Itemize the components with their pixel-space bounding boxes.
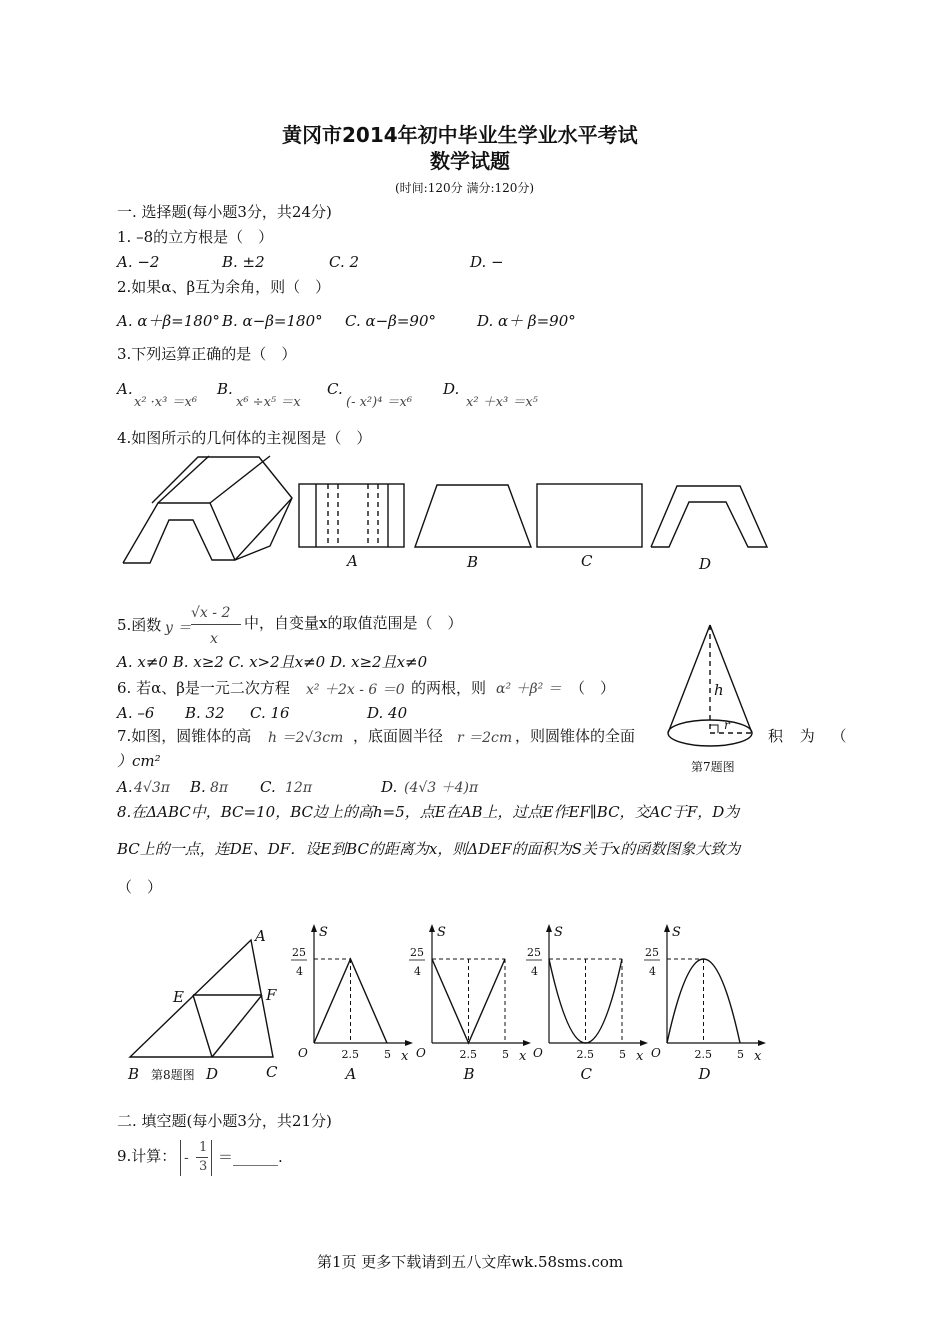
q3-option-b-expr: x⁶ ÷x⁵ ＝x [236,395,301,410]
graph-a-peak-denominator: 4 [296,965,303,978]
q8-point-e: E [173,988,184,1006]
q8-figure-caption: 第8题图 [151,1068,195,1082]
q7-option-d-expr: (4√3 ＋4)π [404,780,479,796]
q6-equation: x² ＋2x - 6 ＝0 [306,682,405,698]
graph-c-label: C [580,1065,592,1083]
q9-denominator: 3 [199,1159,208,1174]
q8-point-f: F [266,986,277,1004]
q5-formula-numerator: √x - 2 [191,605,231,621]
q5-formula-lhs: y ＝ [165,620,192,636]
q9-sign: - [184,1150,189,1166]
q3-option-d-letter: D. [443,380,460,398]
graph-d-y-arrow [664,924,670,932]
q9-numerator: 1 [199,1140,208,1155]
graph-a-origin-label: O [298,1046,308,1060]
graph-d-s-label: S [672,925,681,940]
q3-option-c-letter: C. [327,380,343,398]
q7-radius-expr: r ＝2cm [457,730,513,746]
graph-c-y-arrow [546,924,552,932]
graph-c-origin-label: O [533,1046,543,1060]
q2-option-b: B. α−β=180° [222,312,323,330]
q7-mid: ，底面圆半径 [353,727,444,745]
q6-option-d: D. 40 [367,704,408,722]
graph-c-mid-tick: 2.5 [576,1048,594,1061]
q1-option-b: B. ±2 [222,253,265,271]
q8-point-b: B [128,1065,140,1083]
graph-a-label: A [345,1065,357,1083]
graph-b-end-tick: 5 [502,1048,509,1061]
q4-label-d: D [699,555,712,573]
graph-a-s-label: S [319,925,328,940]
graph-d-end-tick: 5 [737,1048,744,1061]
q9-suffix: ＝______. [218,1148,283,1166]
q7-line2: ）cm² [117,752,161,770]
q3-option-a-expr: x² ·x³ ＝x⁶ [134,395,198,410]
q5-formula-denominator: x [210,631,218,647]
q2-option-d: D. α＋ β=90° [477,312,576,330]
graph-b-origin-label: O [416,1046,426,1060]
q5-suffix: 中，自变量x的取值范围是（ ） [244,614,463,632]
q5-prefix: 5.函数 [117,616,162,634]
exam-meta: (时间:120分 满分:120分) [395,181,535,195]
q7-option-c-letter: C. [260,778,276,796]
graph-d-x-label: x [754,1049,762,1064]
q6-option-a: A. –6 [117,704,155,722]
q7-option-a-expr: 4√3π [134,780,170,796]
q7-tail: 积 为 （ [768,727,853,745]
q8-line2: BC上的一点，连DE、DF．设E到BC的距离为x，则ΔDEF的面积为S关于x的函数图象大致为 [117,840,741,858]
graph-c-x-arrow [640,1040,648,1046]
q7-figure-caption: 第7题图 [691,760,735,774]
graph-b-peak-numerator: 25 [410,946,424,959]
q8-line1: 8.在ΔABC中，BC=10，BC边上的高h=5，点E在AB上，过点E作EF∥BC，交AC于F，D为 [117,803,740,821]
q7-option-b-expr: 8π [210,780,229,796]
abs-bar-left [180,1140,181,1176]
q3-option-c-expr: (- x²)⁴ ＝x⁶ [346,395,413,410]
q6-option-c: C. 16 [250,704,290,722]
q8-point-d: D [206,1065,219,1083]
q3-stem: 3.下列运算正确的是（ ） [117,345,297,363]
graph-c-end-tick: 5 [619,1048,626,1061]
q4-label-b: B [467,553,479,571]
graph-b-peak-denominator: 4 [414,965,421,978]
graph-a-x-arrow [405,1040,413,1046]
q7-option-d-letter: D. [381,778,398,796]
q7-figure-r: r [724,718,730,732]
graph-a-y-arrow [311,924,317,932]
section-heading: 一. 选择题(每小题3分，共24分) [117,203,332,221]
page-subtitle: 数学试题 [430,149,510,173]
graph-d-mid-tick: 2.5 [694,1048,712,1061]
q2-option-a: A. α＋β=180° [117,312,220,330]
graph-d-peak-numerator: 25 [645,946,659,959]
q7-prefix: 7.如图，圆锥体的高 [117,727,252,745]
graph-a-end-tick: 5 [384,1048,391,1061]
q3-option-d-expr: x² ＋x³ ＝x⁵ [466,395,538,410]
page-footer: 第1页 更多下载请到五八文库wk.58sms.com [317,1253,624,1271]
q7-height-expr: h ＝2√3cm [268,730,344,746]
q2-stem: 2.如果α、β互为余角，则（ ） [117,278,331,296]
q4-label-a: A [347,552,358,570]
q1-option-a: A. −2 [117,253,160,271]
q5-options: A. x≠0 B. x≥2 C. x>2且x≠0 D. x≥2且x≠0 [117,653,428,671]
q1-option-d: D. − [470,253,504,271]
graph-b-label: B [463,1065,475,1083]
graph-d-label: D [698,1065,711,1083]
q6-expression: α² ＋β² ＝ [496,681,562,697]
graph-a-mid-tick: 2.5 [341,1048,359,1061]
graph-c-x-label: x [636,1049,644,1064]
q6-mid: 的两根，则 [411,679,487,697]
q4-stem: 4.如图所示的几何体的主视图是（ ） [117,429,372,447]
graph-c-peak-denominator: 4 [531,965,538,978]
q1-option-c: C. 2 [329,253,360,271]
graph-b-mid-tick: 2.5 [459,1048,477,1061]
q7-option-c-expr: 12π [285,780,313,796]
graph-a-peak-numerator: 25 [292,946,306,959]
q7-option-b-letter: B. [190,778,206,796]
q2-option-c: C. α−β=90° [345,312,437,330]
q6-prefix: 6. 若α、β是一元二次方程 [117,679,290,697]
graph-b-x-label: x [519,1049,527,1064]
graph-b-y-arrow [429,924,435,932]
q8-point-c: C [266,1063,278,1081]
section2-heading: 二. 填空题(每小题3分，共21分) [117,1112,332,1130]
graph-d-x-arrow [758,1040,766,1046]
graph-d-peak-denominator: 4 [649,965,656,978]
graph-a-x-label: x [401,1049,409,1064]
q9-prefix: 9.计算： [117,1147,177,1165]
graph-c-s-label: S [554,925,563,940]
q8-line3: （ ） [117,878,163,896]
q7-suffix: ，则圆锥体的全面 [515,727,636,745]
graph-b-s-label: S [437,925,446,940]
q3-option-a-letter: A. [117,380,133,398]
graph-c-peak-numerator: 25 [527,946,541,959]
q6-option-b: B. 32 [185,704,225,722]
graph-d-origin-label: O [651,1046,661,1060]
q7-figure-h: h [714,681,724,699]
abs-bar-right [211,1140,212,1176]
q4-label-c: C [581,552,593,570]
q8-point-a: A [255,927,266,945]
page-title: 黄冈市2014年初中毕业生学业水平考试 [282,123,638,147]
graph-b-x-arrow [523,1040,531,1046]
q6-end: （ ） [570,679,616,697]
q3-option-b-letter: B. [217,380,233,398]
q1-stem: 1. –8的立方根是（ ） [117,228,274,246]
q7-option-a-letter: A. [117,778,133,796]
